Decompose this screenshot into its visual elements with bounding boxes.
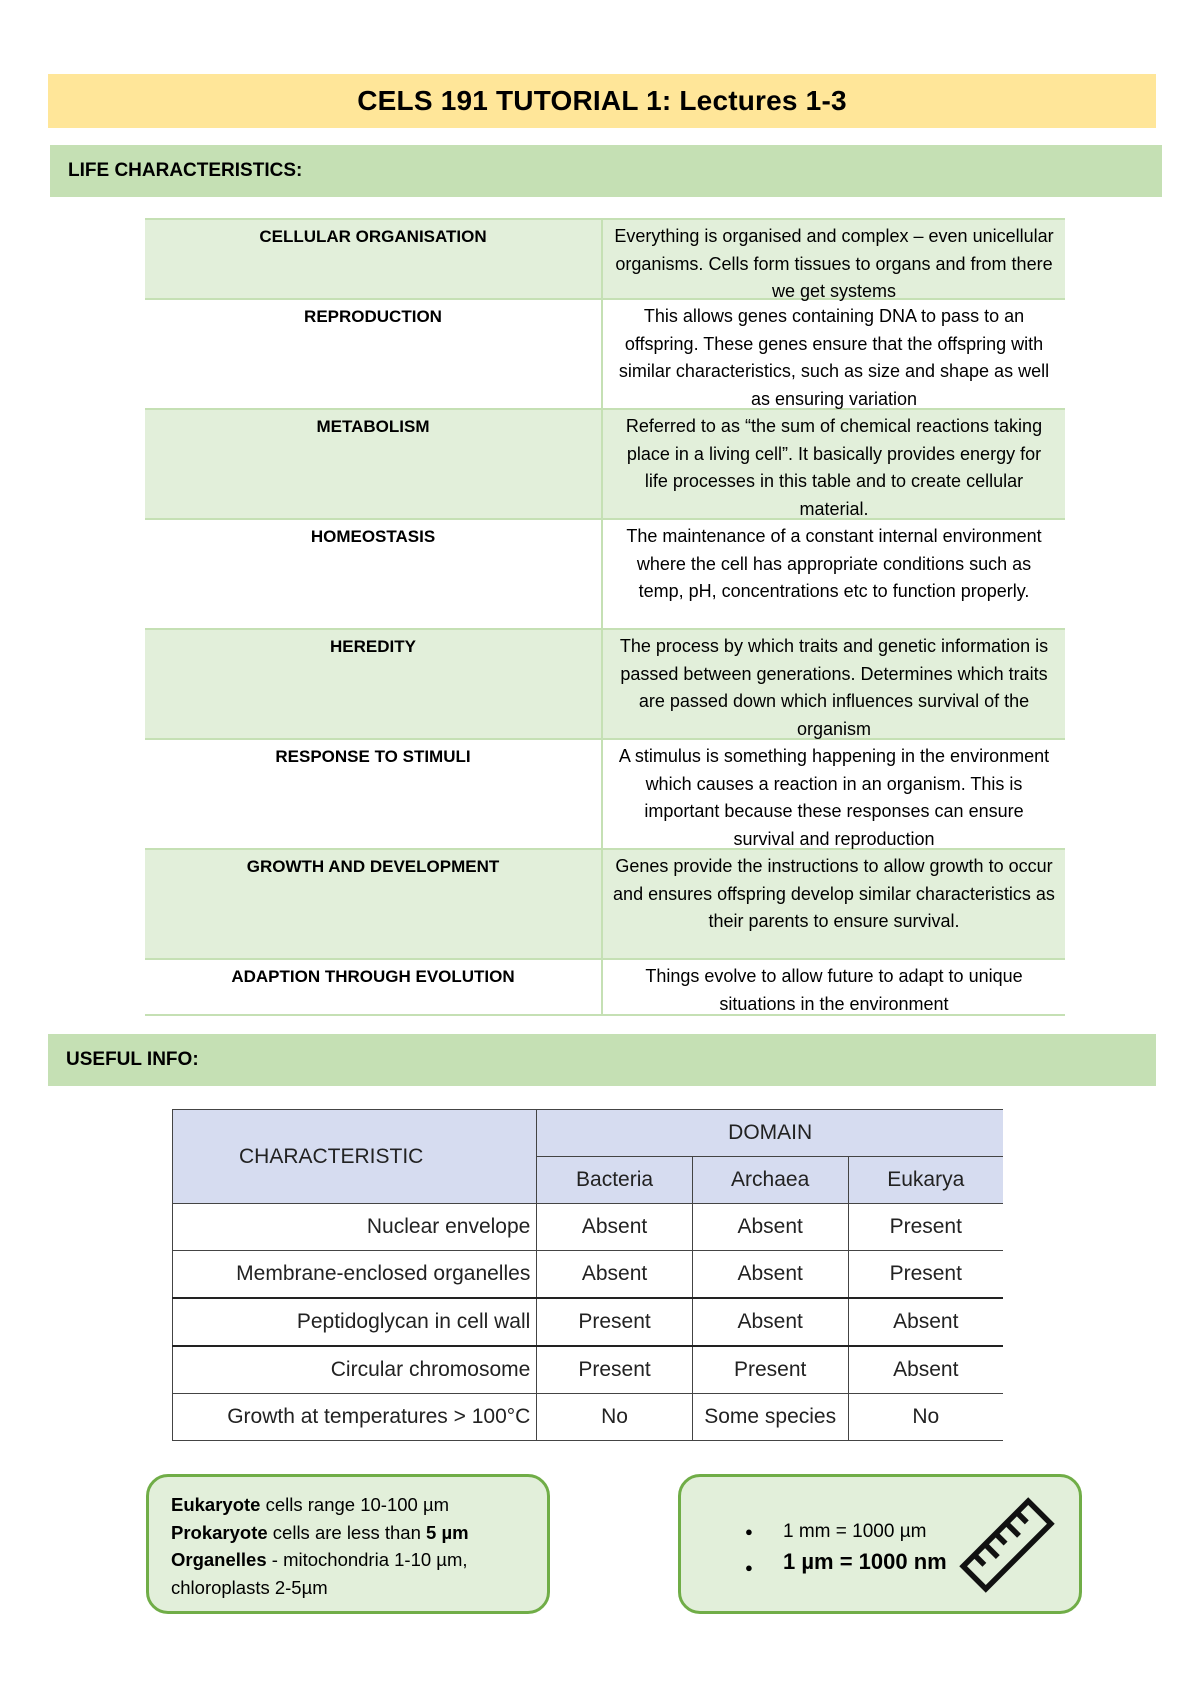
life-row-metabolism <box>145 410 1065 520</box>
cell-value: Absent <box>692 1204 848 1251</box>
life-term: ADAPTION THROUGH EVOLUTION <box>145 960 603 1014</box>
life-description: A stimulus is something happening in the environment which causes a reaction in an organism. This is important because these responses can ensure survival and reproduction <box>618 746 1050 849</box>
table-row <box>173 1346 1004 1394</box>
useful-heading-text: USEFUL INFO: <box>66 1049 199 1070</box>
life-description: Genes provide the instructions to allow growth to occur and ensures offspring develop similar characteristics as their parents to ensure survival. <box>613 856 1055 931</box>
chloroplast-size-line: chloroplasts 2-5µm <box>171 1576 328 1598</box>
life-term: GROWTH AND DEVELOPMENT <box>145 850 603 958</box>
cell-value: Absent <box>848 1346 1003 1394</box>
prokaryote-size-line <box>171 1519 525 1547</box>
domain-header: DOMAIN <box>537 1110 1003 1157</box>
page-title-text: CELS 191 TUTORIAL 1: Lectures 1-3 <box>357 85 847 116</box>
prokaryote-size-text: cells are less than <box>267 1521 427 1543</box>
life-row-growth-and-development <box>145 850 1065 960</box>
eukaryote-size-line <box>171 1491 525 1519</box>
cell-value: Present <box>848 1204 1003 1251</box>
page-title <box>48 74 1156 128</box>
eukaryote-label: Eukaryote <box>171 1494 261 1515</box>
life-row-homeostasis <box>145 520 1065 630</box>
unit-conversion-list <box>731 1517 947 1577</box>
cell-value: Absent <box>692 1298 848 1346</box>
life-row-adaption-through-evolution <box>145 960 1065 1016</box>
ruler-icon <box>957 1495 1057 1595</box>
cell-value: Absent <box>537 1204 692 1251</box>
life-description: This allows genes containing DNA to pass to an offspring. These genes ensure that the offspring with similar characteristics, such as size and shape as well as ensuring variation <box>618 306 1050 409</box>
row-label: Nuclear envelope <box>173 1204 537 1251</box>
unit-conversion-box <box>678 1474 1082 1614</box>
eukaryote-size-text: cells range 10-100 µm <box>260 1494 450 1515</box>
cell-value: No <box>848 1394 1003 1441</box>
cell-sizes-box <box>146 1474 550 1614</box>
cell-value: Present <box>692 1346 848 1394</box>
row-label: Circular chromosome <box>173 1346 537 1394</box>
life-term: CELLULAR ORGANISATION <box>145 220 603 298</box>
conversion-mm-um: ● 1 mm = 1000 µm <box>731 1517 947 1547</box>
prokaryote-label: Prokaryote <box>171 1521 268 1543</box>
row-label: Peptidoglycan in cell wall <box>173 1298 537 1346</box>
domain-comparison-table <box>172 1109 1003 1441</box>
life-term: HOMEOSTASIS <box>145 520 603 628</box>
useful-info-heading <box>48 1034 1156 1086</box>
life-description: Things evolve to allow future to adapt to unique situations in the environment <box>645 966 1023 1014</box>
life-characteristics-table <box>145 218 1065 1016</box>
life-heading-text: LIFE CHARACTERISTICS: <box>68 160 303 181</box>
life-description: The maintenance of a constant internal environment where the cell has appropriate conditions such as temp, pH, concentrations etc to function properly. <box>626 526 1042 601</box>
life-description: Everything is organised and complex – even unicellular organisms. Cells form tissues to organs and from there we get systems <box>614 226 1054 301</box>
life-term: REPRODUCTION <box>145 300 603 408</box>
row-label: Growth at temperatures > 100°C <box>173 1394 537 1441</box>
life-row-heredity <box>145 630 1065 740</box>
table-row <box>173 1204 1004 1251</box>
cell-value: Absent <box>692 1251 848 1299</box>
life-term: METABOLISM <box>145 410 603 518</box>
cell-value: Some species <box>692 1394 848 1441</box>
characteristic-header: CHARACTERISTIC <box>173 1110 537 1204</box>
column-eukarya: Eukarya <box>848 1157 1003 1204</box>
row-label: Membrane-enclosed organelles <box>173 1251 537 1299</box>
domain-header-row <box>173 1110 1004 1157</box>
cell-value: Present <box>537 1298 692 1346</box>
table-row <box>173 1394 1004 1441</box>
column-archaea: Archaea <box>692 1157 848 1204</box>
life-row-cellular-organisation <box>145 218 1065 300</box>
organelle-size-line <box>171 1546 525 1574</box>
life-row-response-to-stimuli <box>145 740 1065 850</box>
prokaryote-size-value: 5 µm <box>426 1521 469 1543</box>
cell-value: No <box>537 1394 692 1441</box>
organelles-label: Organelles <box>171 1549 267 1570</box>
conversion-um-nm: ● 1 µm = 1000 nm <box>731 1547 947 1577</box>
table-row <box>173 1298 1004 1346</box>
life-row-reproduction <box>145 300 1065 410</box>
cell-value: Present <box>848 1251 1003 1299</box>
cell-value: Present <box>537 1346 692 1394</box>
table-row <box>173 1251 1004 1299</box>
column-bacteria: Bacteria <box>537 1157 692 1204</box>
life-characteristics-heading <box>50 145 1162 197</box>
life-term: RESPONSE TO STIMULI <box>145 740 603 848</box>
life-description: Referred to as “the sum of chemical reactions taking place in a living cell”. It basically provides energy for life processes in this table and to create cellular material. <box>625 416 1043 519</box>
life-term: HEREDITY <box>145 630 603 738</box>
cell-value: Absent <box>848 1298 1003 1346</box>
organelles-size-text: - mitochondria 1-10 µm, <box>266 1549 468 1570</box>
cell-value: Absent <box>537 1251 692 1299</box>
life-description: The process by which traits and genetic information is passed between generations. Determines which traits are passed down which influences survival of the organism <box>619 636 1049 739</box>
